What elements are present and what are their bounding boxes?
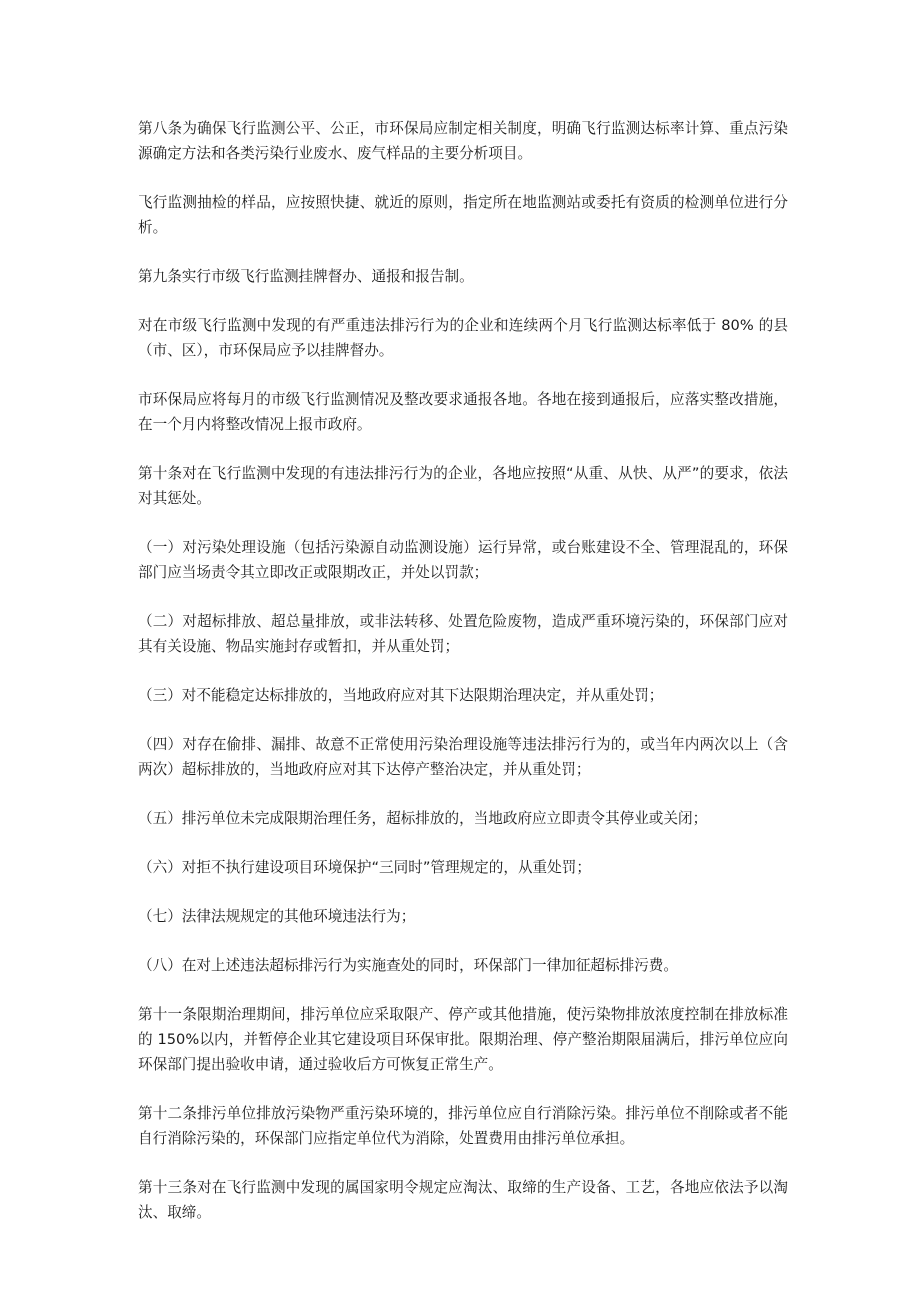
paragraph-article-8: 第八条为确保飞行监测公平、公正，市环保局应制定相关制度，明确飞行监测达标率计算、重点污染源确定方法和各类污染行业废水、废气样品的主要分析项目。 xyxy=(138,120,788,162)
paragraph-notification: 市环保局应将每月的市级飞行监测情况及整改要求通报各地。各地在接到通报后，应落实整改措施，在一个月内将整改情况上报市政府。 xyxy=(138,391,788,433)
paragraph-item-3: （三）对不能稳定达标排放的，当地政府应对其下达限期治理决定，并从重处罚； xyxy=(138,687,664,704)
paragraph-item-4: （四）对存在偷排、漏排、故意不正常使用污染治理设施等违法排污行为的，或当年内两次以上（含两次）超标排放的，当地政府应对其下达停产整治决定，并从重处罚； xyxy=(138,736,788,778)
paragraph-article-10: 第十条对在飞行监测中发现的有违法排污行为的企业，各地应按照“从重、从快、从严”的要求，依法对其惩处。 xyxy=(138,465,788,507)
paragraph-sampling: 飞行监测抽检的样品，应按照快捷、就近的原则，指定所在地监测站或委托有资质的检测单位进行分析。 xyxy=(138,194,788,236)
paragraph-supervision: 对在市级飞行监测中发现的有严重违法排污行为的企业和连续两个月飞行监测达标率低于 80% 的县（市、区），市环保局应予以挂牌督办。 xyxy=(138,317,788,359)
paragraph-article-9: 第九条实行市级飞行监测挂牌督办、通报和报告制。 xyxy=(138,268,474,285)
paragraph-item-6: （六）对拒不执行建设项目环境保护“三同时”管理规定的，从重处罚； xyxy=(138,859,591,876)
paragraph-item-2: （二）对超标排放、超总量排放，或非法转移、处置危险废物，造成严重环境污染的，环保部门应对其有关设施、物品实施封存或暂扣，并从重处罚； xyxy=(138,613,788,655)
paragraph-article-13: 第十三条对在飞行监测中发现的属国家明令规定应淘汰、取缔的生产设备、工艺，各地应依法予以淘汰、取缔。 xyxy=(138,1179,788,1221)
paragraph-item-8: （八）在对上述违法超标排污行为实施查处的同时，环保部门一律加征超标排污费。 xyxy=(138,957,678,974)
paragraph-article-11: 第十一条限期治理期间，排污单位应采取限产、停产或其他措施，使污染物排放浓度控制在排放标准的 150%以内，并暂停企业其它建设项目环保审批。限期治理、停产整治期限届满后，排污单位应向环保部门提出验收申请，通过验收后方可恢复正常生产。 xyxy=(138,1006,788,1073)
document-body xyxy=(138,116,788,1249)
paragraph-article-12: 第十二条排污单位排放污染物严重污染环境的，排污单位应自行消除污染。排污单位不削除或者不能自行消除污染的，环保部门应指定单位代为消除，处置费用由排污单位承担。 xyxy=(138,1105,788,1147)
paragraph-item-5: （五）排污单位未完成限期治理任务，超标排放的，当地政府应立即责令其停业或关闭； xyxy=(138,810,708,827)
paragraph-item-7: （七）法律法规规定的其他环境违法行为； xyxy=(138,908,416,925)
paragraph-item-1: （一）对污染处理设施（包括污染源自动监测设施）运行异常，或台账建设不全、管理混乱的，环保部门应当场责令其立即改正或限期改正，并处以罚款； xyxy=(138,539,788,581)
